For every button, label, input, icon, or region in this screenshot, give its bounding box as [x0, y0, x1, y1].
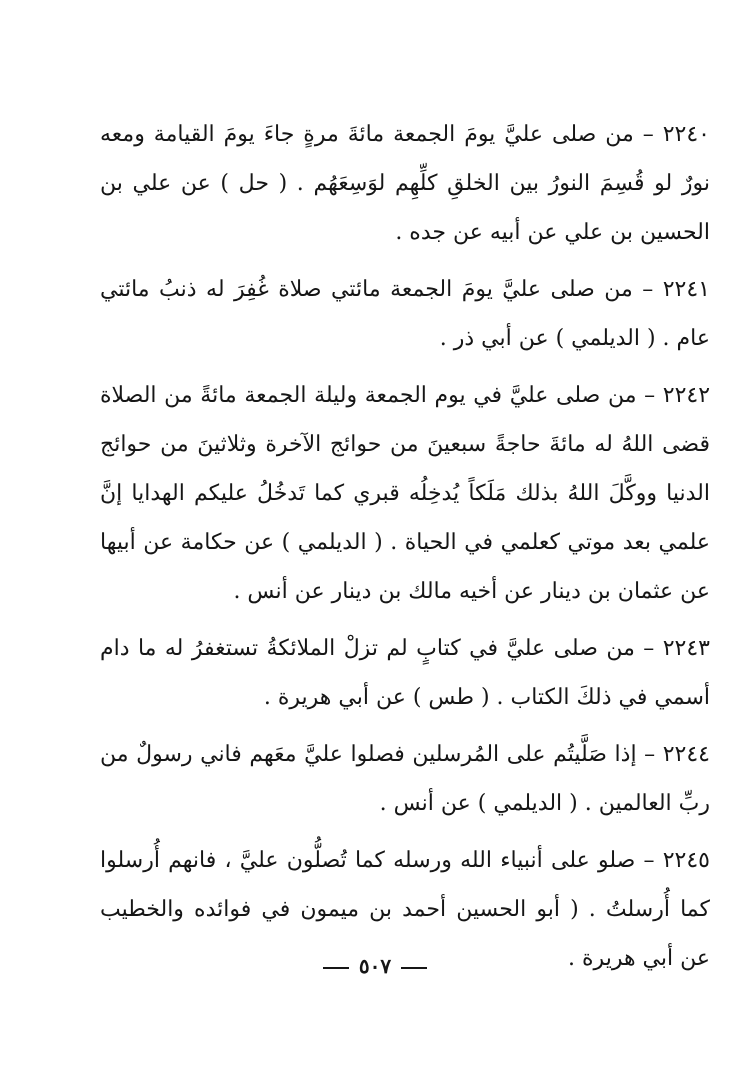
hadith-entry-2242 — [100, 371, 710, 616]
hadith-entry-2241 — [100, 265, 710, 363]
hadith-text: – من صلى عليَّ في كتابٍ لم تزلْ الملائكةُ تستغفرُ له ما دام أسمي في ذلكَ الكتاب . ( طس ) عن أبي هريرة . — [100, 636, 710, 710]
hadith-number: ٢٢٤٥ — [662, 848, 710, 873]
page-number-dash-right — [401, 967, 427, 969]
hadith-text-block — [100, 110, 710, 983]
hadith-entry-2243 — [100, 624, 710, 722]
hadith-number: ٢٢٤٠ — [662, 122, 710, 147]
hadith-text: – من صلى عليَّ في يوم الجمعة وليلة الجمعة مائةً من الصلاة قضى اللهُ له مائةَ حاجةً سبعينَ من حوائج الآخرة وثلاثينَ من حوائج الدنيا ووكَّلَ اللهُ بذلك مَلَكاً يُدخِلُه قبري كما تَدخُلُ عليكم الهدايا إنَّ علمي بعد موتي كعلمي في الحياة . ( الديلمي ) عن حكامة عن أبيها عن عثمان بن دينار عن أخيه مالك بن دينار عن أنس . — [100, 383, 710, 604]
page-number: ٥٠٧ — [358, 954, 392, 978]
page-number-dash-left — [323, 967, 349, 969]
hadith-number: ٢٢٤١ — [662, 277, 710, 302]
hadith-number: ٢٢٤٢ — [662, 383, 711, 408]
hadith-text: – من صلى عليَّ يومَ الجمعة مائةَ مرةٍ جاءَ يومَ القيامة ومعه نورٌ لو قُسِمَ النورُ بين الخلقِ كلِّهِم لوَسِعَهُم . ( حل ) عن علي بن الحسين بن علي عن أبيه عن جده . — [100, 122, 710, 245]
hadith-text: – صلو على أنبياء الله ورسله كما تُصلُّون عليَّ ، فانهم أُرسلوا كما أُرسلتُ . ( أبو الحسين أحمد بن ميمون في فوائده والخطيب عن أبي هريرة . — [100, 848, 710, 971]
hadith-entry-2244 — [100, 730, 710, 828]
hadith-number: ٢٢٤٣ — [662, 636, 710, 661]
hadith-entry-2240 — [100, 110, 710, 257]
hadith-text: – من صلى عليَّ يومَ الجمعة مائتي صلاة غُفِرَ له ذنبُ مائتي عام . ( الديلمي ) عن أبي ذر . — [100, 277, 710, 351]
hadith-number: ٢٢٤٤ — [662, 742, 710, 767]
hadith-text: – إذا صَلَّيتُم على المُرسلين فصلوا عليَّ معَهم فاني رسولٌ من ربِّ العالمين . ( الديلمي ) عن أنس . — [100, 742, 710, 816]
page-number-footer — [0, 954, 750, 978]
